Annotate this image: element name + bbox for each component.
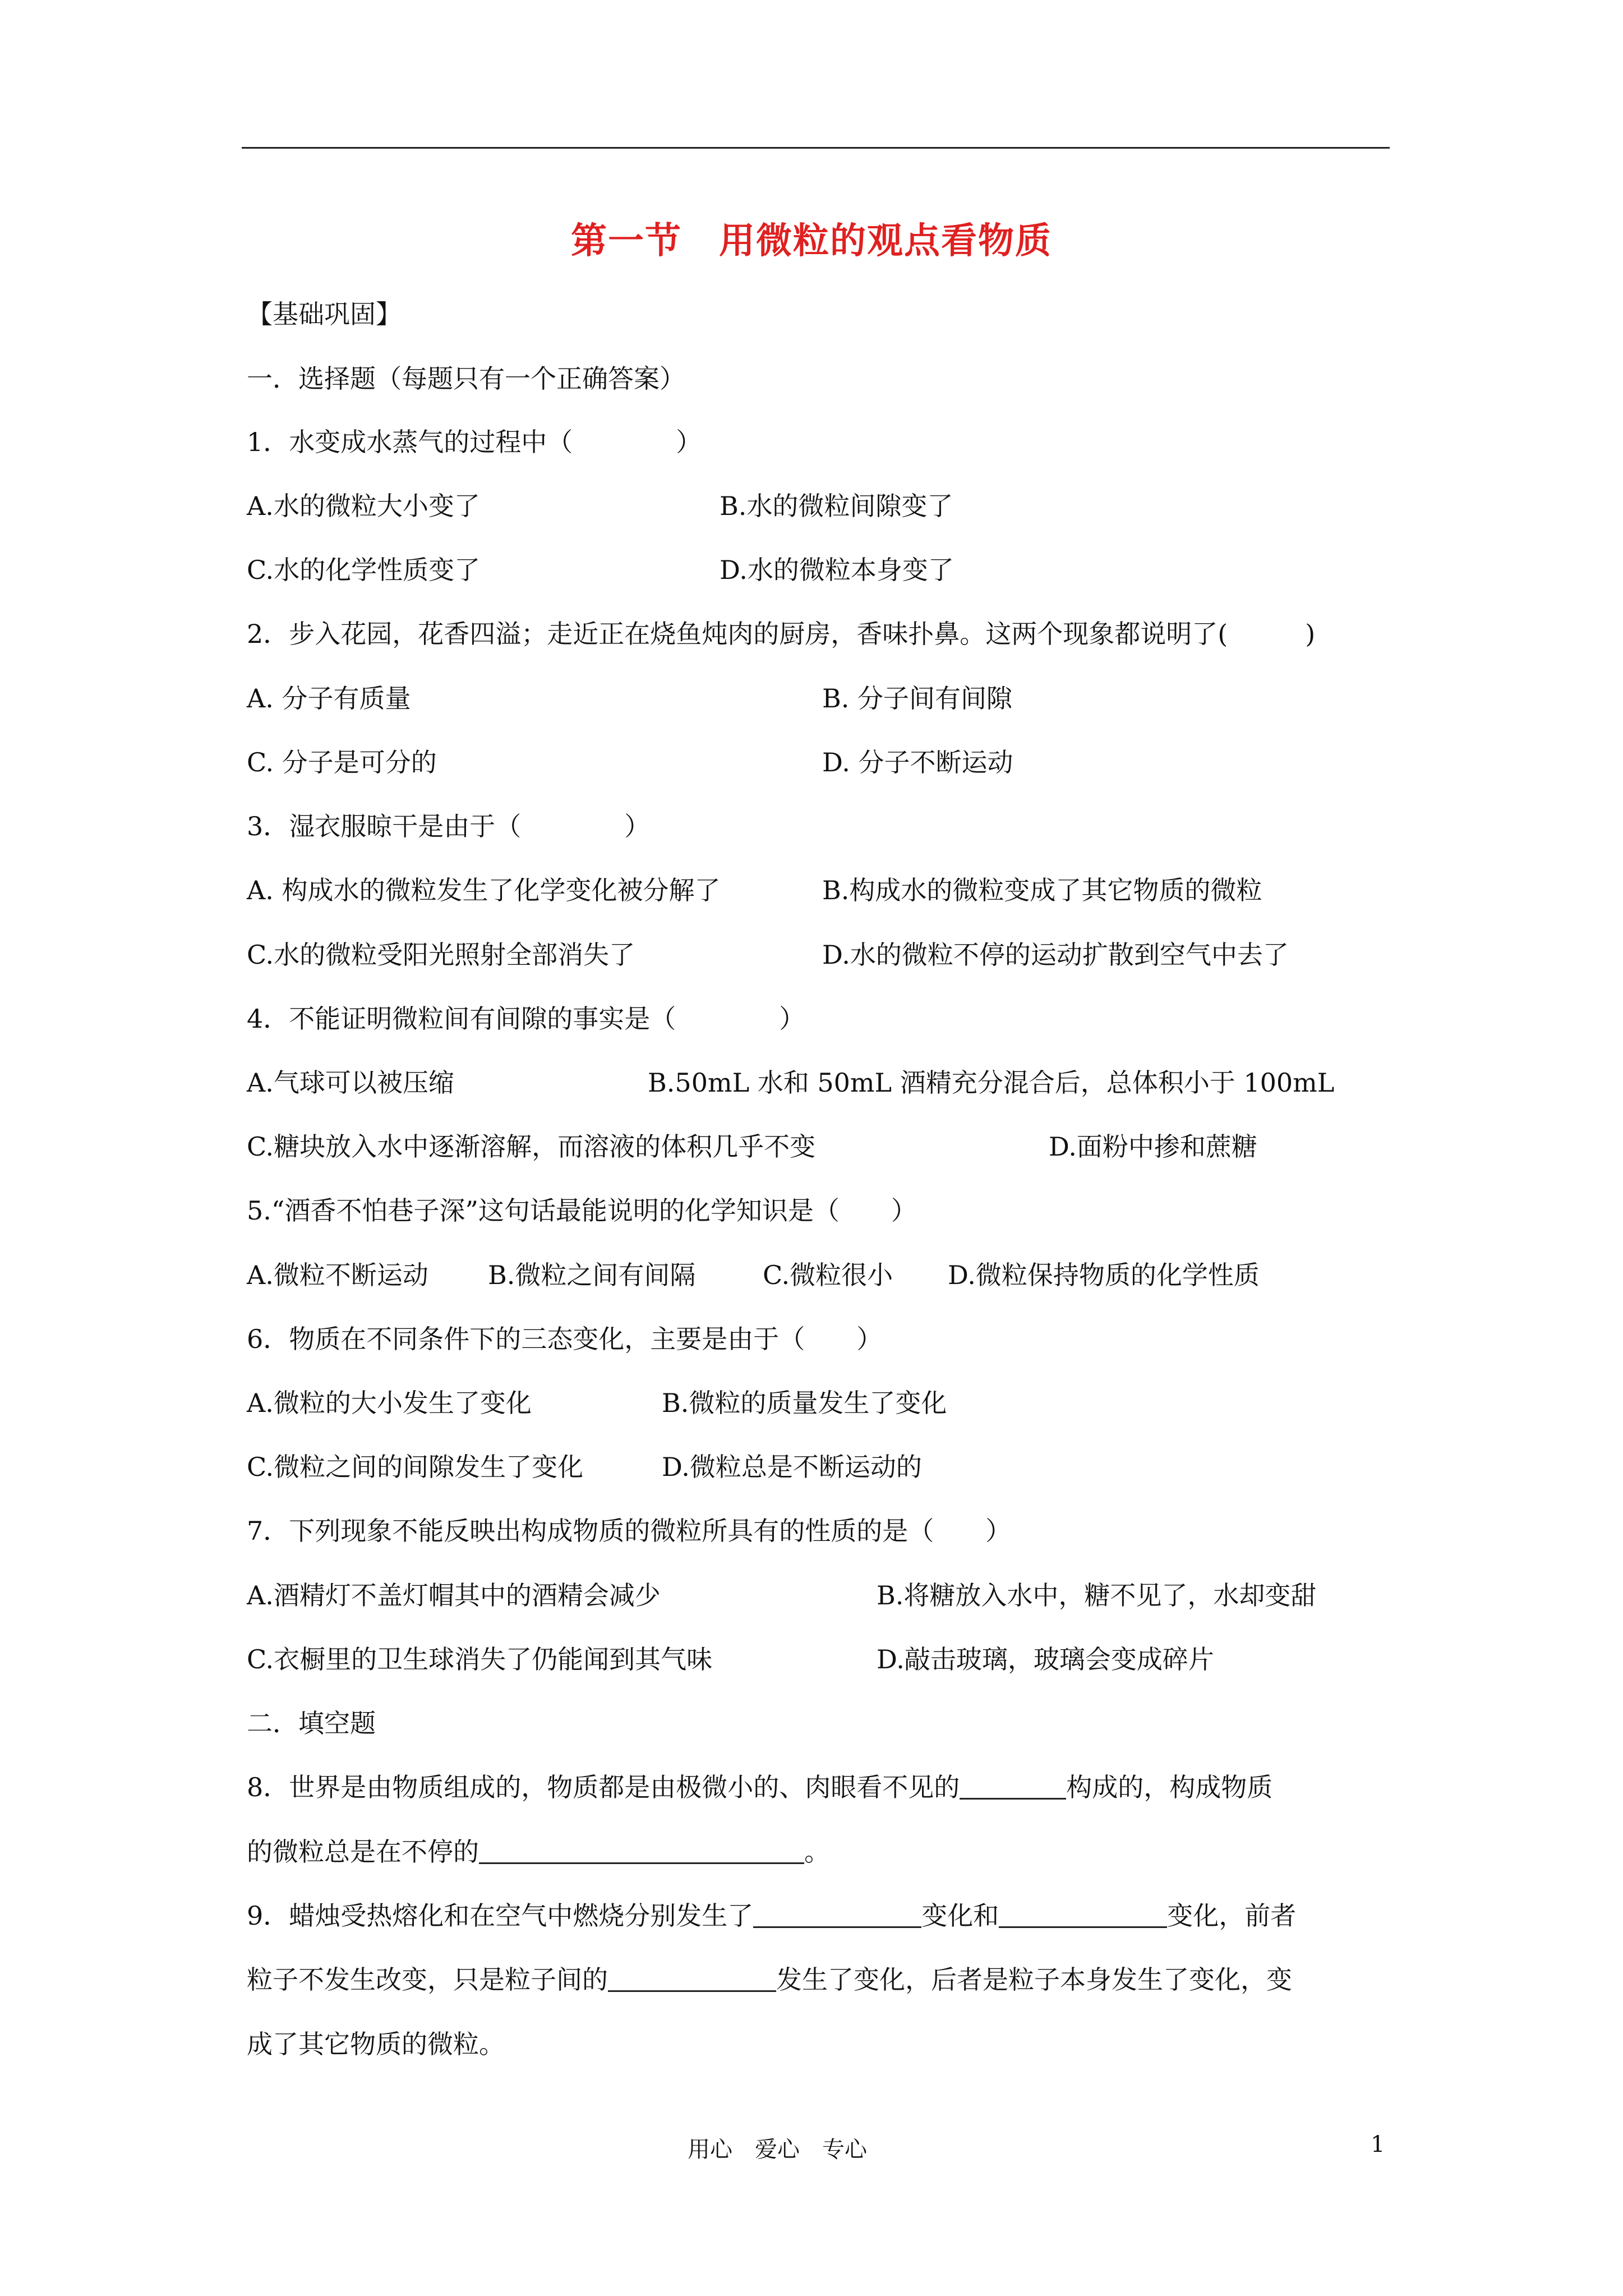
question-8-line-1: [247, 1772, 1272, 1803]
q7-option-b: B.将糖放入水中，糖不见了，水却变甜: [877, 1580, 1317, 1611]
q6-option-a: A.微粒的大小发生了变化: [247, 1388, 532, 1418]
header-rule: [242, 147, 1390, 149]
q9-text-c: 变化，前者: [1167, 1901, 1297, 1931]
question-2-stem: 2．步入花园，花香四溢；走近正在烧鱼炖肉的厨房，香味扑鼻。这两个现象都说明了( ): [247, 619, 1316, 649]
q6-option-c: C.微粒之间的间隙发生了变化: [247, 1452, 584, 1482]
q5-option-c: C.微粒很小: [763, 1260, 893, 1290]
q1-option-a: A.水的微粒大小变了: [247, 491, 480, 521]
q2-option-a: A. 分子有质量: [247, 683, 411, 714]
question-3-stem: 3．湿衣服晾干是由于（ ）: [247, 811, 651, 841]
q7-option-d: D.敲击玻璃，玻璃会变成碎片: [877, 1644, 1214, 1674]
q3-option-b: B.构成水的微粒变成了其它物质的微粒: [822, 875, 1262, 905]
question-9-line-2: [247, 1964, 1292, 1995]
question-7-stem: 7．下列现象不能反映出构成物质的微粒所具有的性质的是（ ）: [247, 1516, 1012, 1546]
section-tag: 【基础巩固】: [247, 299, 402, 329]
question-8-line-2: [247, 1836, 830, 1867]
q4-option-b: B.50mL 水和 50mL 酒精充分混合后，总体积小于 100mL: [648, 1068, 1335, 1098]
question-1-stem: 1．水变成水蒸气的过程中（ ）: [247, 427, 702, 457]
page-number: 1: [1371, 2132, 1385, 2157]
q9-text-d: 粒子不发生改变，只是粒子间的: [247, 1964, 608, 1995]
q9-blank-2[interactable]: [999, 1904, 1167, 1928]
q3-option-a: A. 构成水的微粒发生了化学变化被分解了: [247, 875, 721, 905]
q9-text-a: 9．蜡烛受热熔化和在空气中燃烧分别发生了: [247, 1901, 754, 1931]
q2-option-b: B. 分子间有间隙: [822, 683, 1013, 714]
q7-option-a: A.酒精灯不盖灯帽其中的酒精会减少: [247, 1580, 661, 1611]
q9-blank-3[interactable]: [608, 1968, 776, 1992]
q1-option-b: B.水的微粒间隙变了: [720, 491, 953, 521]
q8-text-a: 8．世界是由物质组成的，物质都是由极微小的、肉眼看不见的: [247, 1772, 960, 1802]
footer-motto: 用心 爱心 专心: [688, 2137, 867, 2162]
q5-option-d: D.微粒保持物质的化学性质: [948, 1260, 1260, 1290]
q1-option-c: C.水的化学性质变了: [247, 555, 481, 585]
q3-option-d: D.水的微粒不停的运动扩散到空气中去了: [822, 940, 1289, 970]
q9-blank-1[interactable]: [753, 1904, 921, 1928]
q8-blank-2[interactable]: [479, 1840, 804, 1864]
question-4-stem: 4．不能证明微粒间有间隙的事实是（ ）: [247, 1004, 805, 1034]
q1-option-d: D.水的微粒本身变了: [720, 555, 954, 585]
q8-text-c: 的微粒总是在不停的: [247, 1837, 479, 1867]
q5-option-a: A.微粒不断运动: [247, 1260, 428, 1290]
q8-blank-1[interactable]: [960, 1775, 1066, 1800]
part2-heading: 二．填空题: [247, 1708, 376, 1738]
question-6-stem: 6．物质在不同条件下的三态变化，主要是由于（ ）: [247, 1324, 883, 1354]
question-9-line-3: 成了其它物质的微粒。: [247, 2029, 505, 2059]
q7-option-c: C.衣橱里的卫生球消失了仍能闻到其气味: [247, 1644, 713, 1674]
page-title: 第一节 用微粒的观点看物质: [571, 220, 1052, 262]
q4-option-a: A.气球可以被压缩: [247, 1068, 454, 1098]
q8-text-d: 。: [804, 1837, 830, 1867]
q9-text-b: 变化和: [921, 1901, 999, 1931]
q5-option-b: B.微粒之间有间隔: [488, 1260, 696, 1290]
q4-option-c: C.糖块放入水中逐渐溶解，而溶液的体积几乎不变: [247, 1131, 816, 1162]
q3-option-c: C.水的微粒受阳光照射全部消失了: [247, 940, 635, 970]
q4-option-d: D.面粉中掺和蔗糖: [1049, 1131, 1257, 1162]
q2-option-d: D. 分子不断运动: [822, 747, 1013, 777]
q6-option-b: B.微粒的质量发生了变化: [662, 1388, 947, 1418]
q8-text-b: 构成的，构成物质: [1066, 1772, 1273, 1802]
q2-option-c: C. 分子是可分的: [247, 747, 437, 777]
question-9-line-1: [247, 1900, 1296, 1931]
q6-option-d: D.微粒总是不断运动的: [662, 1452, 922, 1482]
q9-text-e: 发生了变化，后者是粒子本身发生了变化，变: [776, 1964, 1292, 1995]
question-5-stem: 5.“酒香不怕巷子深”这句话最能说明的化学知识是（ ）: [247, 1195, 917, 1226]
part1-heading: 一．选择题（每题只有一个正确答案）: [247, 364, 685, 394]
